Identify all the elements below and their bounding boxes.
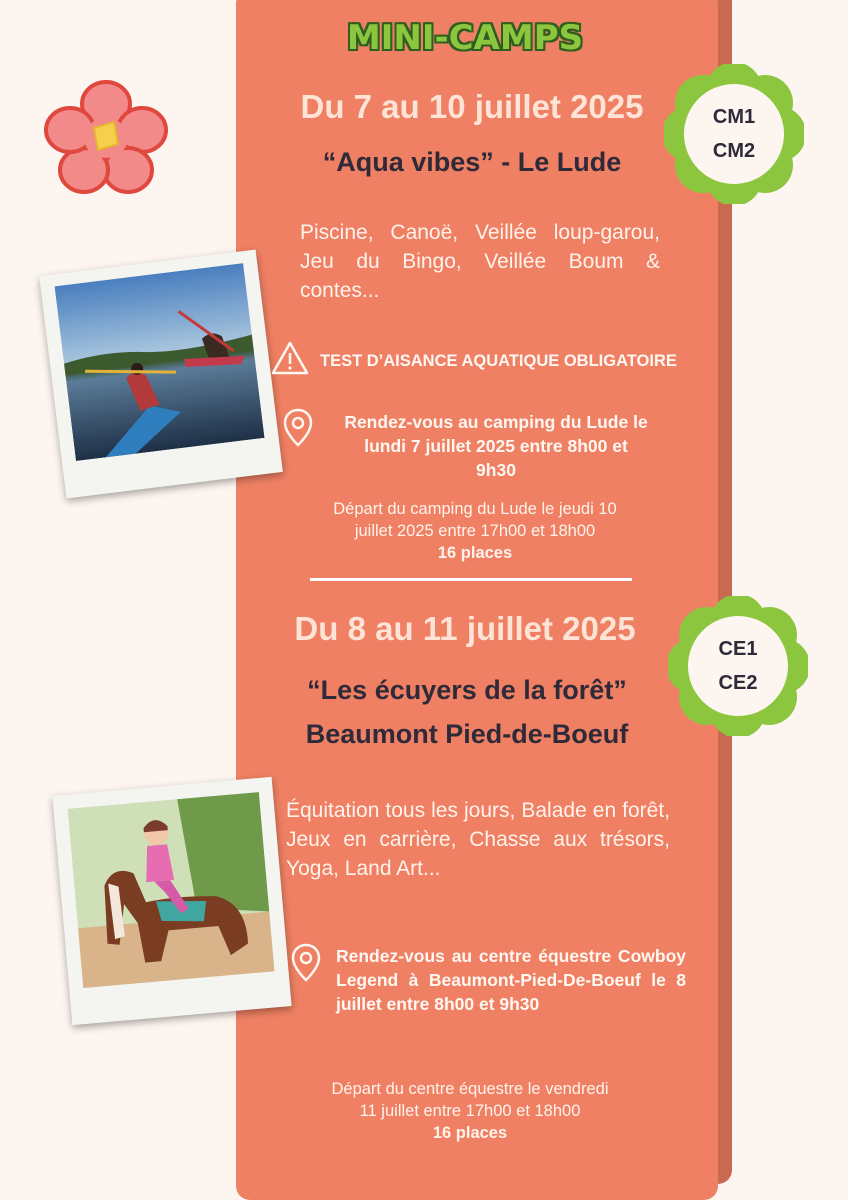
warning-text: TEST D’AISANCE AQUATIQUE OBLIGATOIRE (320, 352, 677, 370)
content-panel (236, 0, 718, 1200)
camp1-dates: Du 7 au 10 juillet 2025 (300, 88, 644, 125)
camp2-departure (280, 1078, 660, 1144)
horse-image (68, 792, 275, 988)
level-label: CE2 (718, 672, 758, 694)
places-count: 16 places (437, 544, 513, 562)
departure-line: 11 juillet entre 17h00 et 18h00 (359, 1102, 581, 1120)
meeting-line: lundi 7 juillet 2025 entre 8h00 et (364, 436, 628, 456)
page-title: MINI-CAMPS (346, 18, 584, 58)
flower-icon (44, 78, 168, 196)
camp2-name-line: “Les écuyers de la forêt” (307, 675, 627, 705)
places-count: 16 places (432, 1124, 508, 1142)
level-label: CM1 (712, 106, 756, 128)
camp1-meeting (318, 410, 674, 482)
divider (310, 578, 632, 581)
meeting-line: Rendez-vous au camping du Lude le (344, 412, 648, 432)
departure-line: juillet 2025 entre 17h00 et 18h00 (354, 522, 596, 540)
level-label: CM2 (712, 140, 756, 162)
camp2-dates: Du 8 au 11 juillet 2025 (294, 610, 636, 647)
level-label: CE1 (718, 638, 758, 660)
location-pin-icon (282, 408, 314, 448)
horse-photo (52, 777, 291, 1025)
warning-row (270, 340, 710, 380)
kayak-image (55, 263, 265, 461)
location-pin-icon (290, 943, 322, 983)
camp1-name: “Aqua vibes” - Le Lude (322, 147, 622, 177)
warning-triangle-icon (270, 340, 310, 376)
camp1-level-badge (664, 64, 804, 204)
meeting-line: 9h30 (476, 460, 516, 480)
camp2-level-badge (668, 596, 808, 736)
camp1-departure (290, 498, 660, 564)
camp2-meeting: Rendez-vous au centre équestre Cowboy Legend à Beaumont-Pied-De-Boeuf le 8 juillet entre 8h00 et 9h30 (336, 946, 686, 1014)
camp1-activities: Piscine, Canoë, Veillée loup-garou, Jeu du Bingo, Veillée Boum & contes... (300, 221, 660, 302)
camp2-name-line: Beaumont Pied-de-Boeuf (305, 719, 629, 749)
kayak-photo (39, 250, 283, 499)
departure-line: Départ du centre équestre le vendredi (331, 1080, 609, 1098)
departure-line: Départ du camping du Lude le jeudi 10 (333, 500, 617, 518)
camp2-activities: Équitation tous les jours, Balade en forêt, Jeux en carrière, Chasse aux trésors, Yoga, Land Art... (286, 799, 670, 880)
camp2-name (262, 672, 672, 752)
